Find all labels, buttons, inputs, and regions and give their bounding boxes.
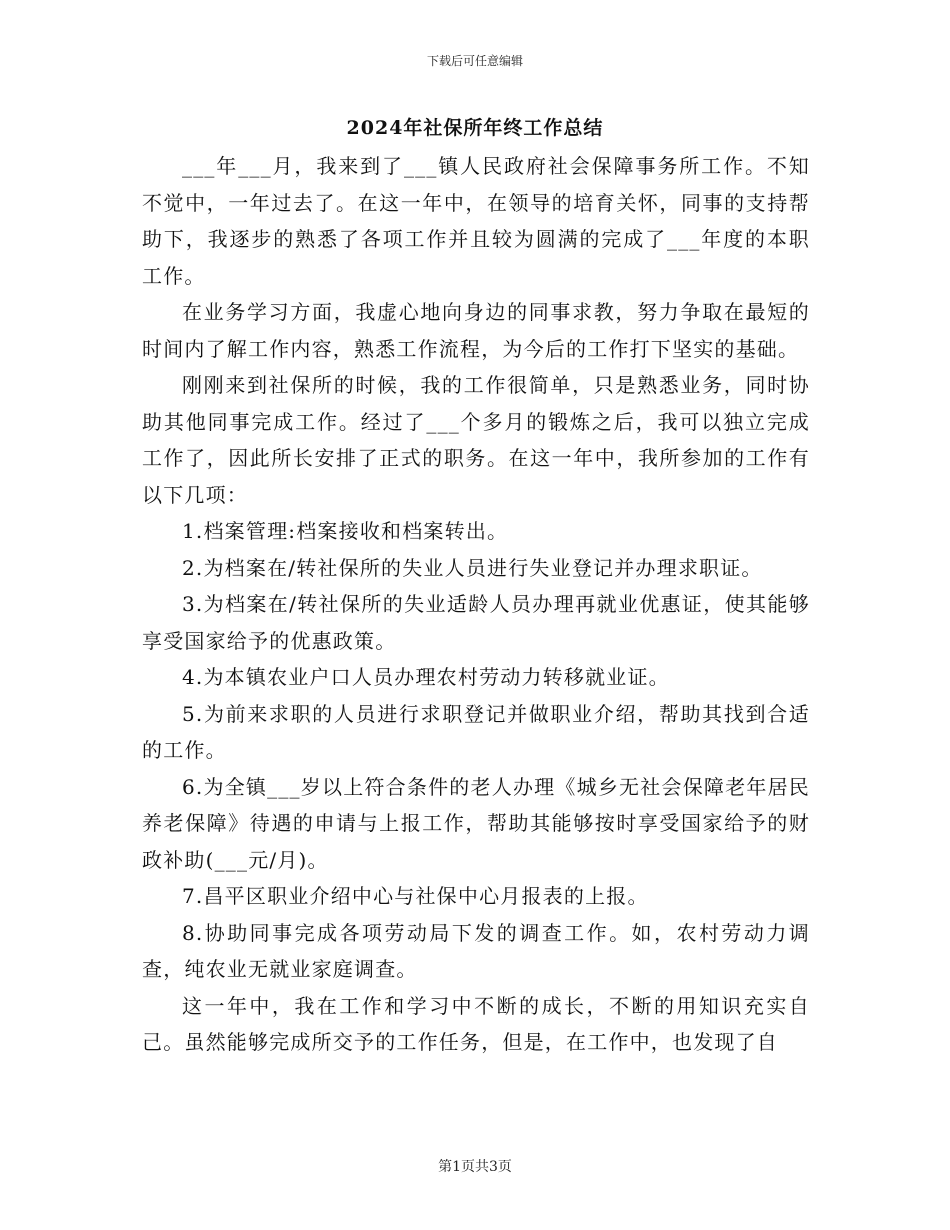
- paragraph: ___年___月，我来到了___镇人民政府社会保障事务所工作。不知不觉中，一年过去了。在这一年中，在领导的培育关怀，同事的支持帮助下，我逐步的熟悉了各项工作并且较为圆满的完成了___年度的本职工作。: [142, 154, 810, 288]
- list-item: 8.协助同事完成各项劳动局下发的调查工作。如，农村劳动力调查，纯农业无就业家庭调查。: [142, 920, 810, 981]
- list-item: 3.为档案在/转社保所的失业适龄人员办理再就业优惠证，使其能够享受国家给予的优惠政策。: [142, 592, 810, 653]
- list-item: 6.为全镇___岁以上符合条件的老人办理《城乡无社会保障老年居民养老保障》待遇的申请与上报工作，帮助其能够按时享受国家给予的财政补助(___元/月)。: [142, 774, 810, 872]
- document-title: 2024年社保所年终工作总结: [346, 117, 604, 139]
- list-item: 2.为档案在/转社保所的失业人员进行失业登记并办理求职证。: [182, 555, 763, 580]
- paragraph: 这一年中，我在工作和学习中不断的成长，不断的用知识充实自己。虽然能够完成所交予的工作任务，但是，在工作中，也发现了自: [142, 993, 810, 1054]
- list-item: 1.档案管理:档案接收和档案转出。: [182, 519, 509, 543]
- header-note: 下载后可任意编辑: [426, 54, 523, 68]
- list-item: 5.为前来求职的人员进行求职登记并做职业介绍，帮助其找到合适的工作。: [142, 701, 810, 762]
- document-body: [142, 148, 810, 1061]
- list-item: 4.为本镇农业户口人员办理农村劳动力转移就业证。: [182, 665, 670, 689]
- paragraph: 刚刚来到社保所的时候，我的工作很简单，只是熟悉业务，同时协助其他同事完成工作。经过了___个多月的锻炼之后，我可以独立完成工作了，因此所长安排了正式的职务。在这一年中，我所参加的工作有以下几项：: [142, 373, 810, 507]
- page-indicator: 第1页共3页: [438, 1159, 512, 1175]
- list-item: 7.昌平区职业介绍中心与社保中心月报表的上报。: [182, 884, 649, 908]
- paragraph: 在业务学习方面，我虚心地向身边的同事求教，努力争取在最短的时间内了解工作内容，熟悉工作流程，为今后的工作打下坚实的基础。: [142, 300, 810, 361]
